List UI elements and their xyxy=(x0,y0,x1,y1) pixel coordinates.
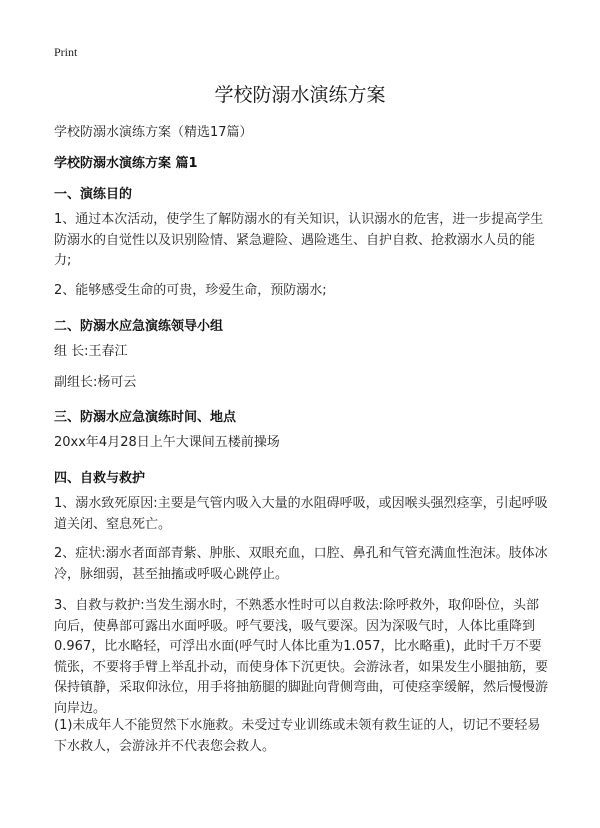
section-title: 学校防溺水演练方案 篇1 xyxy=(54,156,198,171)
paragraph-minors: (1)未成年人不能贸然下水施救。未受过专业训练或未领有救生证的人，切记不要轻易下水救人，会游泳并不代表您会救人。 xyxy=(54,718,541,754)
document-subtitle: 学校防溺水演练方案（精选17篇） xyxy=(54,125,253,140)
paragraph-leader: 组 长:王春江 xyxy=(54,344,128,359)
paragraph-rescue: 3、自救与救护:当发生溺水时，不熟悉水性时可以自救法:除呼救外，取仰卧位，头部向后，使鼻部可露出水面呼吸。呼气要浅，吸气要深。因为深吸气时，人体比重降到0.967，比水略轻，可浮出水面(呼气时人体比重为1.057，比水略重)，此时千万不要慌张，不要将手臂上举乱扑动，而使身体下沉更快。会游泳者，如果发生小腿抽筋，要保持镇静，采取仰泳位，用手将抽筋腿的脚趾向背侧弯曲，可使痉挛缓解，然后慢慢游向岸边。 xyxy=(54,598,549,716)
paragraph-purpose-1: 1、通过本次活动，使学生了解防溺水的有关知识，认识溺水的危害，进一步提高学生防溺水的自觉性以及识别险情、紧急避险、遇险逃生、自护自救、抢救溺水人员的能力; xyxy=(54,212,544,268)
heading-purpose: 一、演练目的 xyxy=(54,187,133,202)
print-link[interactable]: Print xyxy=(54,45,78,59)
paragraph-time-place: 20xx年4月28日上午大课间五楼前操场 xyxy=(54,435,280,450)
heading-time-place: 三、防溺水应急演练时间、地点 xyxy=(54,410,237,425)
paragraph-symptoms: 2、症状:溺水者面部青紫、肿胀、双眼充血，口腔、鼻孔和气管充满血性泡沫。肢体冰冷，脉细弱，甚至抽搐或呼吸心跳停止。 xyxy=(54,546,548,582)
heading-self-rescue: 四、自救与救护 xyxy=(54,471,146,486)
paragraph-cause: 1、溺水致死原因:主要是气管内吸入大量的水阻碍呼吸，或因喉头强烈痉挛，引起呼吸道关闭、窒息死亡。 xyxy=(54,496,548,532)
heading-leadership: 二、防溺水应急演练领导小组 xyxy=(54,319,224,334)
document-title: 学校防溺水演练方案 xyxy=(214,84,386,106)
paragraph-deputy-leader: 副组长:杨可云 xyxy=(54,375,137,390)
paragraph-purpose-2: 2、能够感受生命的可贵，珍爱生命，预防溺水; xyxy=(54,283,327,298)
